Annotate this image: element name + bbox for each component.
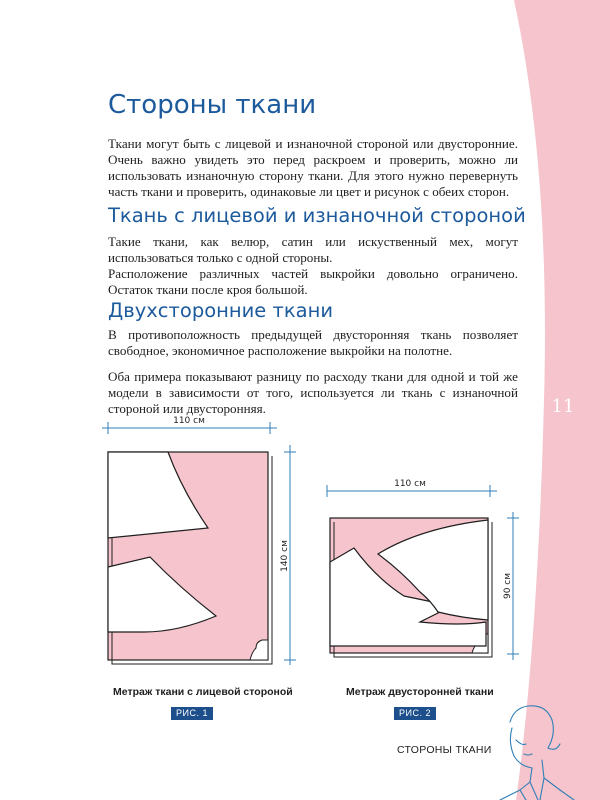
section-heading-double-sided: Двухсторонние ткани [108,299,334,322]
figure-1-width-label: 110 см [173,416,205,426]
section-one-sided-para-1: Такие ткани, как велюр, сатин или искуственный мех, могут использоваться только с одной стороны. [108,234,518,265]
running-footer: СТОРОНЫ ТКАНИ [397,744,492,756]
page-number: 11 [551,396,575,417]
figure-2-badge: РИС. 2 [394,707,436,720]
section-double-sided-para-2: Оба примера показывают разницу по расходу ткани для одной и той же модели в зависимости от того, используется ли ткань с изнаночной стороной или двусторонняя. [108,369,518,416]
figure-1-badge: РИС. 1 [171,707,213,720]
figure-1-caption: Метраж ткани с лицевой стороной [113,686,293,698]
figure-2-caption: Метраж двусторонней ткани [346,686,494,698]
intro-text: Ткани могут быть с лицевой и изнаночной стороной или двусторонние. Очень важно увидеть это перед раскроем и проверить, можно ли использовать изнаночную сторону ткани. Для этого нужно перевернуть часть ткани и проверить, одинаковые ли цвет и рисунок с обеих сторон. [108,136,518,199]
figure-1-length-label: 140 см [280,540,290,572]
section-one-sided-para-2: Расположение различных частей выкройки довольно ограничено. Остаток ткани после кроя большой. [108,266,518,297]
figure-2-width-label: 110 см [394,479,426,489]
section-heading-one-sided: Ткань с лицевой и изнаночной стороной [108,204,526,227]
figure-2-length-label: 90 см [503,572,513,600]
section-double-sided-para-1: В противоположность предыдущей двусторонняя ткань позволяет свободное, экономичное расположение выкройки на полотне. [108,327,518,358]
page-title: Стороны ткани [108,90,317,120]
